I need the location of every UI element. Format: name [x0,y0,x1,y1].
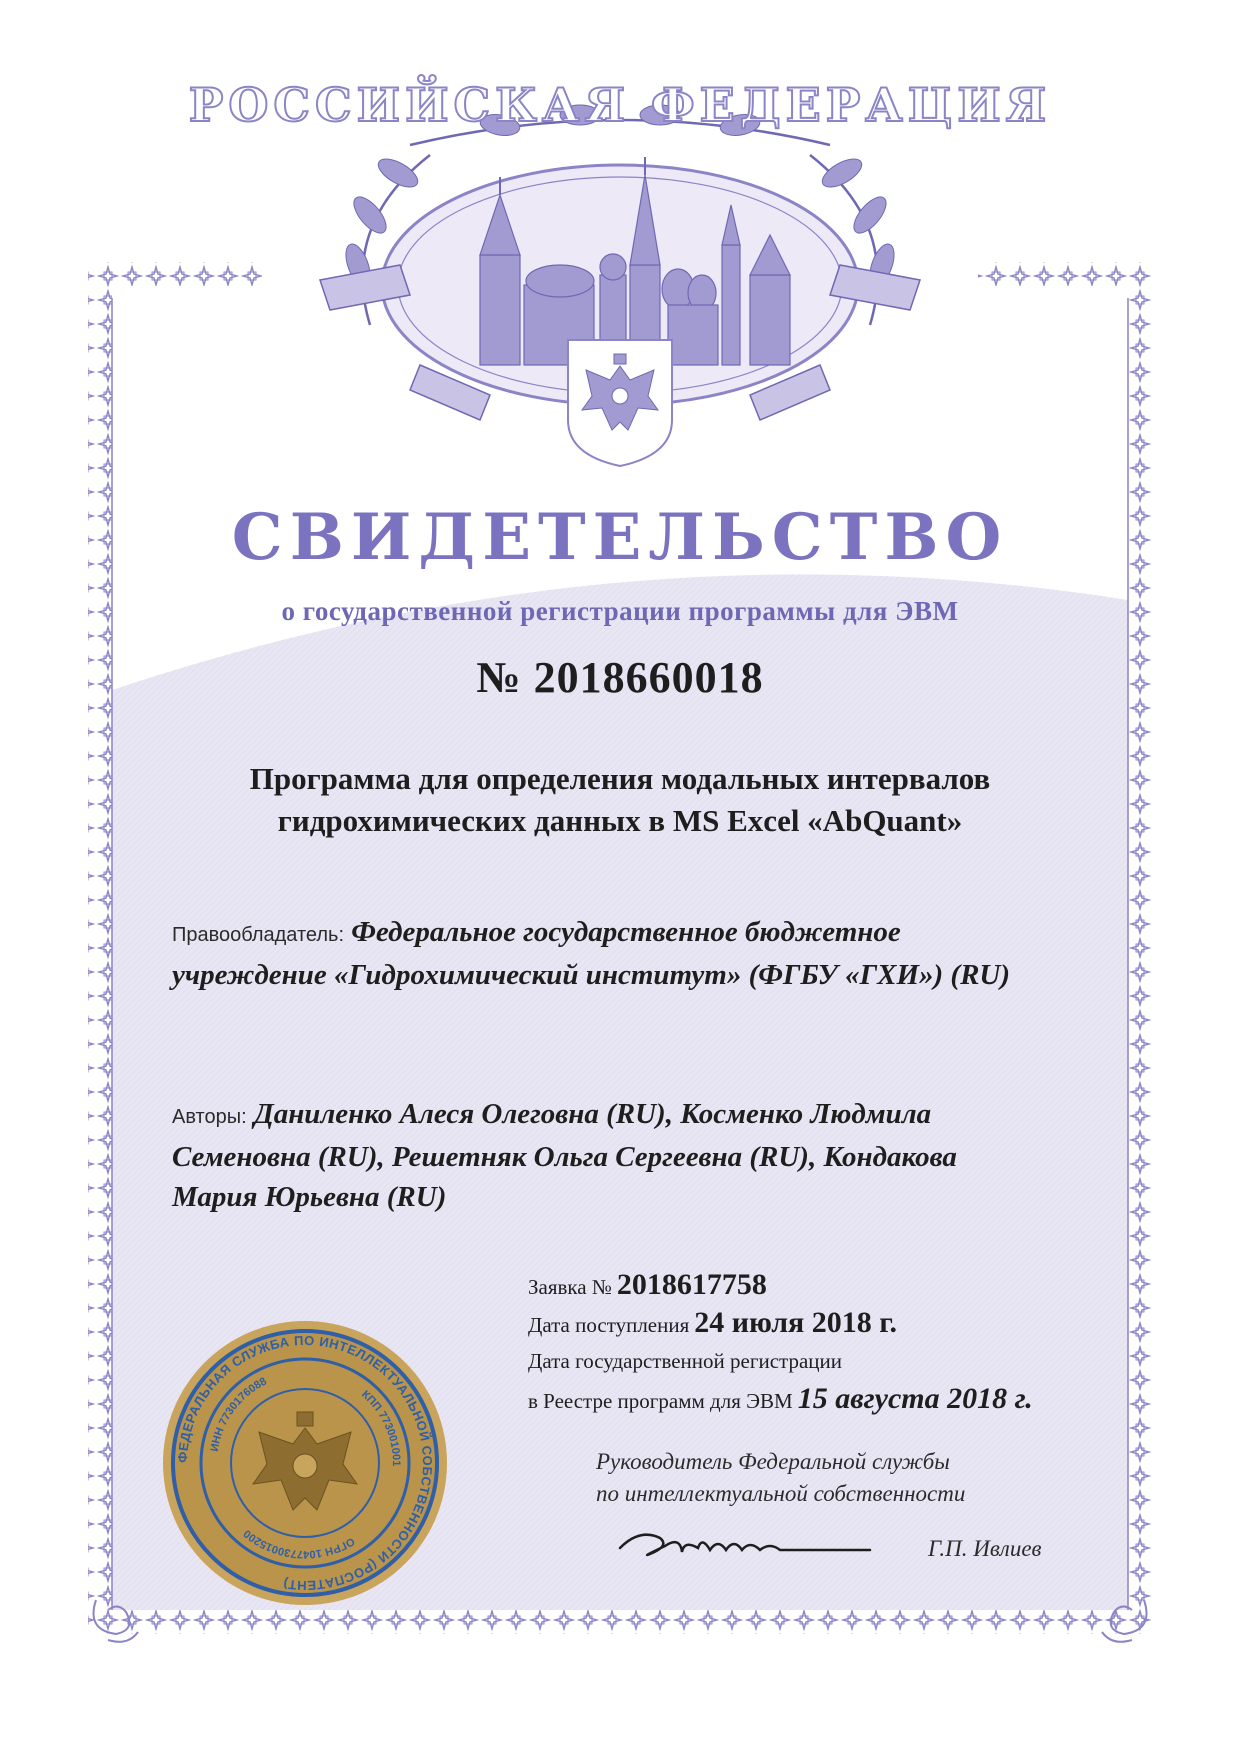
authors-line-2: Семеновна (RU), Решетняк Ольга Сергеевна (RU), Кондакова [172,1141,957,1173]
registration-date-value: 15 августа 2018 г. [797,1382,1033,1415]
seal-kpp-text: КПП 773001001 [359,1388,403,1467]
registration-date-label-1: Дата государственной регистрации [528,1349,842,1373]
received-date-value: 24 июля 2018 г. [694,1306,898,1339]
authors-label: Авторы: [172,1106,247,1128]
application-number-value: 2018617758 [616,1268,767,1301]
rights-holder [172,912,1072,995]
rights-holder-line-2: учреждение «Гидрохимический институт» (ФГБУ «ГХИ») (RU) [172,959,1011,991]
seal-ogrn-text: ОГРН 1047730015200 [241,1526,357,1561]
head-title-line-2: по интеллектуальной собственности [596,1481,966,1506]
official-seal-icon [160,1318,450,1608]
program-name-line-1: Программа для определения модальных интервалов [249,761,991,796]
certificate-title: СВИДЕТЕЛЬСТВО [231,500,1009,575]
signature-icon [610,1518,880,1568]
program-name [160,758,1080,842]
certificate-number: № 2018660018 [476,653,764,702]
border-top-right [978,262,1128,286]
border-left [88,262,112,1634]
seal-outer-text: ФЕДЕРАЛЬНАЯ СЛУЖБА ПО ИНТЕЛЛЕКТУАЛЬНОЙ СОБСТВЕННОСТИ (РОСПАТЕНТ) [174,1332,436,1594]
authors-line-3: Мария Юрьевна (RU) [172,1181,447,1213]
border-top-left [112,262,262,286]
rights-holder-label: Правообладатель: [172,924,345,946]
certificate-subtitle: о государственной регистрации программы для ЭВМ [281,596,959,626]
coat-of-arms-icon [568,340,672,466]
application-info [528,1266,1128,1418]
border-bottom [112,1610,1128,1634]
head-title-line-1: Руководитель Федеральной службы [596,1449,950,1474]
authors-line-1: Даниленко Алеся Олеговна (RU), Косменко Людмила [253,1098,932,1130]
border-right [1128,262,1152,1634]
rights-holder-line-1: Федеральное государственное бюджетное [351,916,901,948]
application-number-label: Заявка № [528,1275,612,1299]
head-name: Г.П. Ивлиев [928,1536,1042,1561]
seal-inn-text: ИНН 7730176088 [208,1375,269,1453]
head-title [596,1446,1056,1510]
program-name-line-2: гидрохимических данных в MS Excel «AbQuant» [277,803,963,838]
received-date-label: Дата поступления [528,1313,690,1337]
authors [172,1094,1072,1217]
country-title: РОССИЙСКАЯ ФЕДЕРАЦИЯ [188,78,1052,132]
registration-date-label-2: в Реестре программ для ЭВМ [528,1389,793,1413]
